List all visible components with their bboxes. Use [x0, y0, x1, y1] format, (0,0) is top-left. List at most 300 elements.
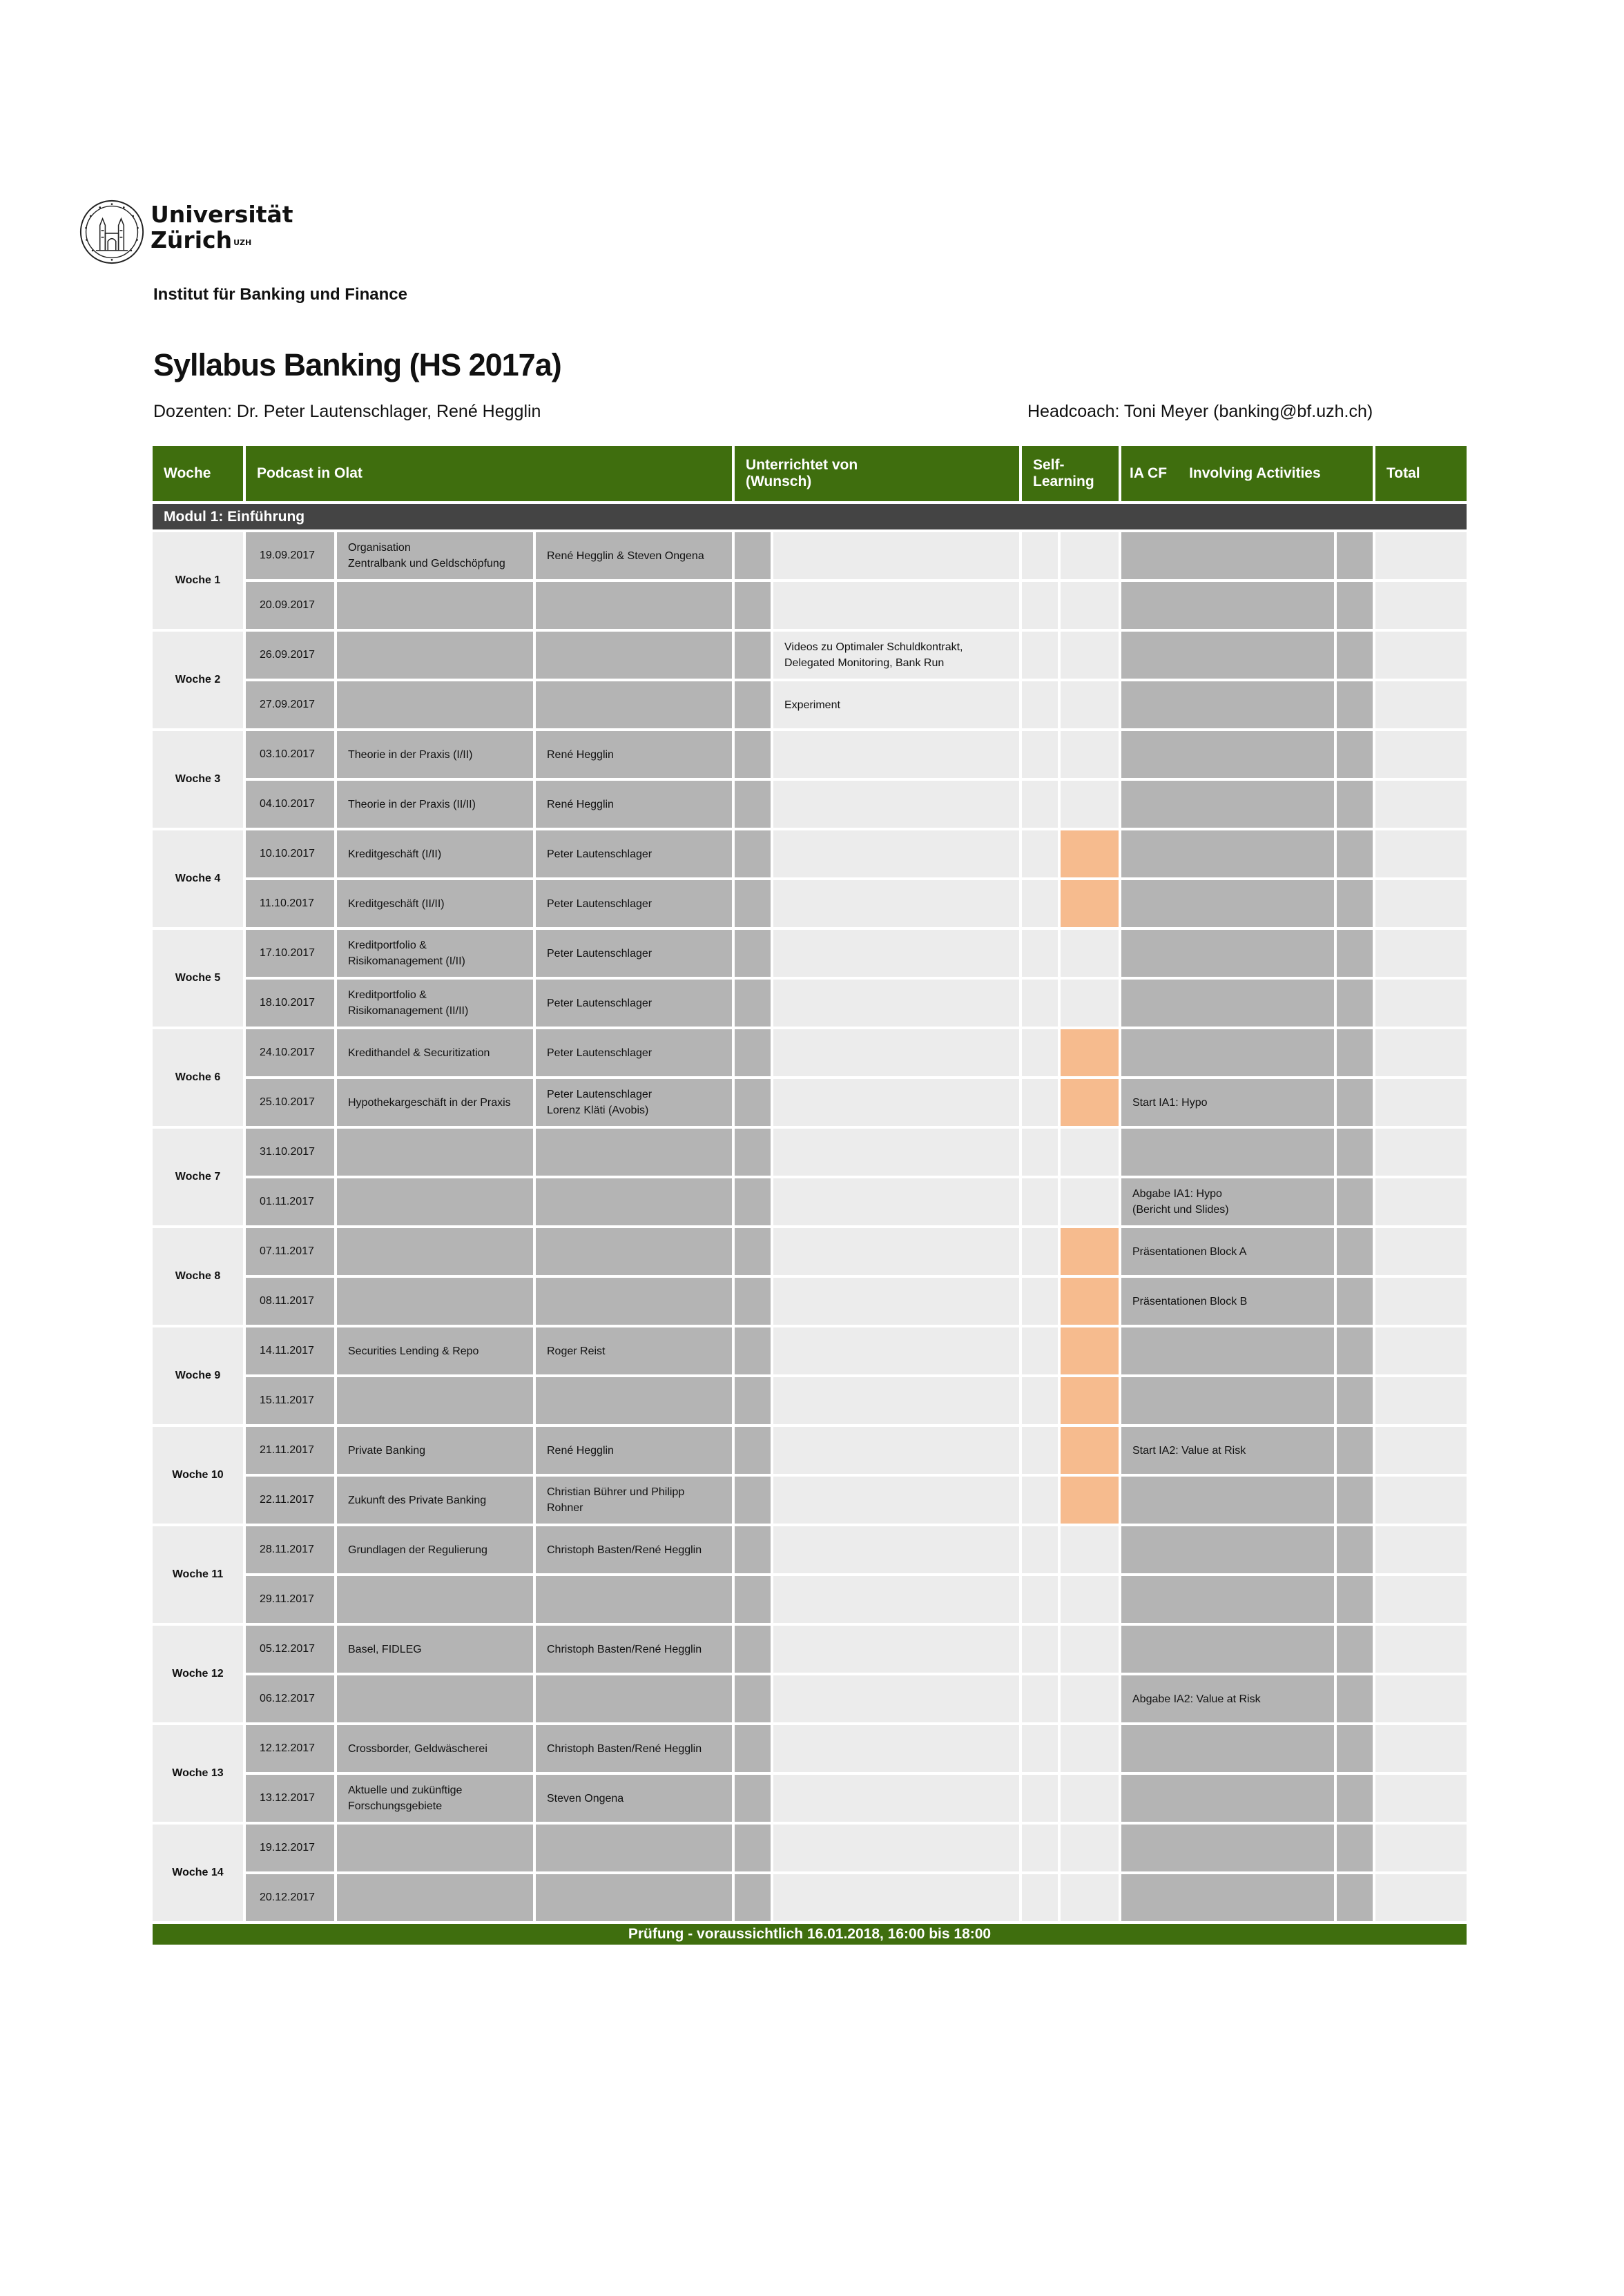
self-learning	[772, 1078, 1021, 1127]
session-row	[151, 1326, 1468, 1376]
spacer-cell	[733, 928, 772, 978]
session-date: 19.09.2017	[244, 531, 336, 581]
podcast-topic	[336, 630, 534, 680]
taught-by	[534, 581, 733, 630]
week-label: Woche 8	[151, 1227, 244, 1326]
podcast-topic: Kreditportfolio & Risikomanagement (I/II)	[336, 928, 534, 978]
self-learning	[772, 1674, 1021, 1724]
total-cell	[1374, 1575, 1468, 1624]
week-label: Woche 10	[151, 1426, 244, 1525]
spacer-cell	[1021, 730, 1059, 779]
podcast-topic	[336, 1575, 534, 1624]
podcast-topic: Kreditportfolio & Risikomanagement (II/II)	[336, 978, 534, 1028]
total-cell	[1374, 581, 1468, 630]
spacer-cell	[1021, 928, 1059, 978]
taught-by	[534, 630, 733, 680]
taught-by: Christian Bührer und Philipp Rohner	[534, 1475, 733, 1525]
involving-activity	[1120, 531, 1335, 581]
taught-by: Peter Lautenschlager	[534, 879, 733, 928]
spacer-cell	[733, 1028, 772, 1078]
spacer-cell	[1021, 1525, 1059, 1575]
ia-cf-highlight	[1059, 1078, 1120, 1127]
total-cell	[1374, 879, 1468, 928]
podcast-topic: Zukunft des Private Banking	[336, 1475, 534, 1525]
spacer-cell	[733, 779, 772, 829]
spacer-cell	[1335, 779, 1374, 829]
session-row	[151, 1177, 1468, 1227]
spacer-cell	[1021, 1724, 1059, 1773]
self-learning	[772, 1624, 1021, 1674]
session-date: 25.10.2017	[244, 1078, 336, 1127]
spacer-cell	[733, 1724, 772, 1773]
spacer-cell	[1335, 1177, 1374, 1227]
podcast-topic: Kreditgeschäft (II/II)	[336, 879, 534, 928]
column-header-self-learning: Self-Learning	[1021, 445, 1120, 503]
involving-activity	[1120, 1376, 1335, 1426]
session-row	[151, 1426, 1468, 1475]
taught-by: Peter Lautenschlager	[534, 1028, 733, 1078]
taught-by	[534, 1674, 733, 1724]
spacer-cell	[1335, 730, 1374, 779]
involving-activity: Präsentationen Block A	[1120, 1227, 1335, 1276]
spacer-cell	[1021, 1227, 1059, 1276]
ia-cf-cell	[1059, 1773, 1120, 1823]
podcast-topic	[336, 581, 534, 630]
spacer-cell	[1021, 680, 1059, 730]
taught-by: René Hegglin	[534, 730, 733, 779]
session-date: 12.12.2017	[244, 1724, 336, 1773]
university-name-line1: Universität	[151, 201, 293, 228]
session-row	[151, 779, 1468, 829]
session-row	[151, 1376, 1468, 1426]
spacer-cell	[733, 730, 772, 779]
week-label: Woche 9	[151, 1326, 244, 1426]
self-learning	[772, 730, 1021, 779]
spacer-cell	[1021, 1078, 1059, 1127]
column-header-podcast: Podcast in Olat	[244, 445, 733, 503]
involving-activity	[1120, 1873, 1335, 1923]
ia-cf-highlight	[1059, 1376, 1120, 1426]
spacer-cell	[1021, 1376, 1059, 1426]
self-learning	[772, 1525, 1021, 1575]
session-row	[151, 1773, 1468, 1823]
session-row	[151, 1475, 1468, 1525]
podcast-topic	[336, 1674, 534, 1724]
total-cell	[1374, 1376, 1468, 1426]
involving-activity	[1120, 630, 1335, 680]
column-header-taught-by: Unterrichtet von (Wunsch)	[733, 445, 1021, 503]
spacer-cell	[733, 1078, 772, 1127]
taught-by	[534, 1376, 733, 1426]
involving-activity	[1120, 1127, 1335, 1177]
spacer-cell	[1335, 1127, 1374, 1177]
session-date: 15.11.2017	[244, 1376, 336, 1426]
total-cell	[1374, 1724, 1468, 1773]
podcast-topic	[336, 1177, 534, 1227]
ia-cf-cell	[1059, 1624, 1120, 1674]
taught-by	[534, 1227, 733, 1276]
exam-row	[151, 1923, 1468, 1946]
ia-cf-highlight	[1059, 1276, 1120, 1326]
ia-cf-cell	[1059, 928, 1120, 978]
spacer-cell	[733, 1276, 772, 1326]
column-header-woche: Woche	[151, 445, 244, 503]
ia-cf-cell	[1059, 1873, 1120, 1923]
session-row	[151, 1724, 1468, 1773]
podcast-topic: Kreditgeschäft (I/II)	[336, 829, 534, 879]
session-date: 13.12.2017	[244, 1773, 336, 1823]
spacer-cell	[1021, 630, 1059, 680]
session-date: 31.10.2017	[244, 1127, 336, 1177]
taught-by	[534, 1177, 733, 1227]
spacer-cell	[1021, 1823, 1059, 1873]
involving-activity	[1120, 1475, 1335, 1525]
spacer-cell	[1335, 1575, 1374, 1624]
spacer-cell	[1335, 1873, 1374, 1923]
podcast-topic: Aktuelle und zukünftige Forschungsgebiete	[336, 1773, 534, 1823]
involving-activity	[1120, 1773, 1335, 1823]
session-row	[151, 1276, 1468, 1326]
session-date: 22.11.2017	[244, 1475, 336, 1525]
spacer-cell	[1335, 1624, 1374, 1674]
self-learning	[772, 1773, 1021, 1823]
podcast-topic	[336, 1276, 534, 1326]
podcast-topic	[336, 1376, 534, 1426]
spacer-cell	[1335, 928, 1374, 978]
university-name	[151, 202, 293, 253]
spacer-cell	[1335, 581, 1374, 630]
session-row	[151, 581, 1468, 630]
spacer-cell	[733, 1475, 772, 1525]
spacer-cell	[1335, 1028, 1374, 1078]
spacer-cell	[1021, 1028, 1059, 1078]
podcast-topic: Organisation Zentralbank und Geldschöpfung	[336, 531, 534, 581]
spacer-cell	[733, 1624, 772, 1674]
spacer-cell	[1335, 1227, 1374, 1276]
session-date: 07.11.2017	[244, 1227, 336, 1276]
podcast-topic	[336, 1127, 534, 1177]
session-date: 06.12.2017	[244, 1674, 336, 1724]
ia-cf-cell	[1059, 630, 1120, 680]
session-row	[151, 1575, 1468, 1624]
spacer-cell	[1021, 1276, 1059, 1326]
ia-cf-highlight	[1059, 1326, 1120, 1376]
column-header-ia-cf	[1120, 445, 1374, 503]
ia-cf-cell	[1059, 531, 1120, 581]
session-date: 01.11.2017	[244, 1177, 336, 1227]
spacer-cell	[733, 1376, 772, 1426]
spacer-cell	[1335, 1326, 1374, 1376]
spacer-cell	[1335, 1078, 1374, 1127]
spacer-cell	[1021, 1674, 1059, 1724]
spacer-cell	[1335, 879, 1374, 928]
spacer-cell	[733, 581, 772, 630]
ia-cf-highlight	[1059, 1475, 1120, 1525]
ia-cf-highlight	[1059, 1426, 1120, 1475]
headcoach-line: Headcoach: Toni Meyer (banking@bf.uzh.ch)	[1027, 402, 1373, 421]
spacer-cell	[733, 829, 772, 879]
self-learning	[772, 978, 1021, 1028]
session-date: 08.11.2017	[244, 1276, 336, 1326]
involving-activity: Start IA1: Hypo	[1120, 1078, 1335, 1127]
total-cell	[1374, 1326, 1468, 1376]
university-seal-logo	[79, 199, 145, 265]
involving-activity	[1120, 1724, 1335, 1773]
spacer-cell	[733, 1773, 772, 1823]
spacer-cell	[733, 978, 772, 1028]
ia-cf-highlight	[1059, 1227, 1120, 1276]
taught-by: René Hegglin & Steven Ongena	[534, 531, 733, 581]
spacer-cell	[1021, 779, 1059, 829]
spacer-cell	[1021, 829, 1059, 879]
taught-by: Roger Reist	[534, 1326, 733, 1376]
total-cell	[1374, 829, 1468, 879]
taught-by	[534, 680, 733, 730]
self-learning	[772, 1376, 1021, 1426]
ia-cf-cell	[1059, 1525, 1120, 1575]
session-date: 29.11.2017	[244, 1575, 336, 1624]
spacer-cell	[733, 1326, 772, 1376]
session-date: 14.11.2017	[244, 1326, 336, 1376]
ia-cf-cell	[1059, 1127, 1120, 1177]
involving-activity: Abgabe IA2: Value at Risk	[1120, 1674, 1335, 1724]
total-cell	[1374, 1624, 1468, 1674]
spacer-cell	[1335, 1674, 1374, 1724]
podcast-topic	[336, 1873, 534, 1923]
university-suffix: UZH	[233, 238, 252, 247]
taught-by	[534, 1873, 733, 1923]
involving-activities-label: Involving Activities	[1189, 465, 1321, 481]
session-date: 21.11.2017	[244, 1426, 336, 1475]
total-cell	[1374, 680, 1468, 730]
spacer-cell	[1021, 1873, 1059, 1923]
spacer-cell	[733, 1823, 772, 1873]
university-name-line2	[151, 227, 293, 253]
total-cell	[1374, 1227, 1468, 1276]
self-learning	[772, 1028, 1021, 1078]
spacer-cell	[1021, 1624, 1059, 1674]
column-header-total: Total	[1374, 445, 1468, 503]
week-label: Woche 2	[151, 630, 244, 730]
involving-activity: Präsentationen Block B	[1120, 1276, 1335, 1326]
spacer-cell	[1335, 1525, 1374, 1575]
involving-activity	[1120, 928, 1335, 978]
spacer-cell	[733, 879, 772, 928]
ia-cf-cell	[1059, 730, 1120, 779]
taught-by: Steven Ongena	[534, 1773, 733, 1823]
total-cell	[1374, 1078, 1468, 1127]
taught-by: Peter Lautenschlager	[534, 928, 733, 978]
spacer-cell	[1335, 1724, 1374, 1773]
page-title: Syllabus Banking (HS 2017a)	[153, 347, 561, 382]
syllabus-table	[150, 443, 1469, 1947]
spacer-cell	[733, 680, 772, 730]
self-learning: Experiment	[772, 680, 1021, 730]
spacer-cell	[733, 1426, 772, 1475]
total-cell	[1374, 1426, 1468, 1475]
week-label: Woche 3	[151, 730, 244, 829]
total-cell	[1374, 1773, 1468, 1823]
session-date: 26.09.2017	[244, 630, 336, 680]
week-label: Woche 13	[151, 1724, 244, 1823]
spacer-cell	[1335, 829, 1374, 879]
session-date: 18.10.2017	[244, 978, 336, 1028]
ia-cf-highlight	[1059, 829, 1120, 879]
spacer-cell	[733, 1227, 772, 1276]
self-learning	[772, 1426, 1021, 1475]
total-cell	[1374, 1525, 1468, 1575]
spacer-cell	[1021, 879, 1059, 928]
session-row	[151, 630, 1468, 680]
spacer-cell	[733, 1177, 772, 1227]
week-label: Woche 5	[151, 928, 244, 1028]
total-cell	[1374, 1028, 1468, 1078]
spacer-cell	[1335, 1773, 1374, 1823]
total-cell	[1374, 1475, 1468, 1525]
session-row	[151, 978, 1468, 1028]
involving-activity: Start IA2: Value at Risk	[1120, 1426, 1335, 1475]
self-learning: Videos zu Optimaler Schuldkontrakt, Delegated Monitoring, Bank Run	[772, 630, 1021, 680]
ia-cf-cell	[1059, 1823, 1120, 1873]
session-row	[151, 1624, 1468, 1674]
week-label: Woche 14	[151, 1823, 244, 1923]
session-row	[151, 1127, 1468, 1177]
ia-cf-highlight	[1059, 879, 1120, 928]
ia-cf-cell	[1059, 1674, 1120, 1724]
spacer-cell	[1021, 1127, 1059, 1177]
spacer-cell	[1335, 531, 1374, 581]
self-learning	[772, 779, 1021, 829]
week-label: Woche 12	[151, 1624, 244, 1724]
podcast-topic: Basel, FIDLEG	[336, 1624, 534, 1674]
institute-name: Institut für Banking und Finance	[153, 285, 407, 304]
session-date: 28.11.2017	[244, 1525, 336, 1575]
spacer-cell	[1021, 581, 1059, 630]
involving-activity	[1120, 1326, 1335, 1376]
total-cell	[1374, 779, 1468, 829]
ia-cf-cell	[1059, 978, 1120, 1028]
podcast-topic: Securities Lending & Repo	[336, 1326, 534, 1376]
podcast-topic: Hypothekargeschäft in der Praxis	[336, 1078, 534, 1127]
involving-activity	[1120, 1624, 1335, 1674]
spacer-cell	[733, 1873, 772, 1923]
involving-activity	[1120, 879, 1335, 928]
session-row	[151, 928, 1468, 978]
self-learning	[772, 531, 1021, 581]
spacer-cell	[1021, 978, 1059, 1028]
spacer-cell	[733, 1525, 772, 1575]
podcast-topic: Grundlagen der Regulierung	[336, 1525, 534, 1575]
self-learning	[772, 581, 1021, 630]
taught-by: Christoph Basten/René Hegglin	[534, 1624, 733, 1674]
podcast-topic: Theorie in der Praxis (II/II)	[336, 779, 534, 829]
lecturers-line: Dozenten: Dr. Peter Lautenschlager, René Hegglin	[153, 402, 541, 421]
taught-by	[534, 1575, 733, 1624]
total-cell	[1374, 1127, 1468, 1177]
self-learning	[772, 1276, 1021, 1326]
involving-activity	[1120, 730, 1335, 779]
session-date: 10.10.2017	[244, 829, 336, 879]
podcast-topic: Crossborder, Geldwäscherei	[336, 1724, 534, 1773]
ia-cf-cell	[1059, 1177, 1120, 1227]
session-date: 11.10.2017	[244, 879, 336, 928]
involving-activity: Abgabe IA1: Hypo (Bericht und Slides)	[1120, 1177, 1335, 1227]
session-date: 04.10.2017	[244, 779, 336, 829]
spacer-cell	[1021, 1575, 1059, 1624]
self-learning	[772, 1326, 1021, 1376]
session-date: 17.10.2017	[244, 928, 336, 978]
session-row	[151, 1674, 1468, 1724]
session-row	[151, 1078, 1468, 1127]
spacer-cell	[1335, 1475, 1374, 1525]
session-row	[151, 1873, 1468, 1923]
session-row	[151, 829, 1468, 879]
exam-banner: Prüfung - voraussichtlich 16.01.2018, 16:00 bis 18:00	[151, 1923, 1468, 1946]
spacer-cell	[1335, 978, 1374, 1028]
spacer-cell	[1335, 630, 1374, 680]
spacer-cell	[1021, 1426, 1059, 1475]
ia-cf-cell	[1059, 1575, 1120, 1624]
module-title: Modul 1: Einführung	[151, 503, 1468, 531]
spacer-cell	[1335, 680, 1374, 730]
ia-cf-highlight	[1059, 1028, 1120, 1078]
session-row	[151, 531, 1468, 581]
session-date: 20.09.2017	[244, 581, 336, 630]
self-learning	[772, 1177, 1021, 1227]
ia-cf-cell	[1059, 581, 1120, 630]
podcast-topic	[336, 1227, 534, 1276]
spacer-cell	[1021, 1475, 1059, 1525]
session-date: 27.09.2017	[244, 680, 336, 730]
podcast-topic: Theorie in der Praxis (I/II)	[336, 730, 534, 779]
session-date: 03.10.2017	[244, 730, 336, 779]
self-learning	[772, 1575, 1021, 1624]
involving-activity	[1120, 680, 1335, 730]
podcast-topic: Kredithandel & Securitization	[336, 1028, 534, 1078]
total-cell	[1374, 531, 1468, 581]
total-cell	[1374, 978, 1468, 1028]
session-row	[151, 730, 1468, 779]
total-cell	[1374, 630, 1468, 680]
taught-by: René Hegglin	[534, 779, 733, 829]
total-cell	[1374, 1276, 1468, 1326]
spacer-cell	[1335, 1823, 1374, 1873]
self-learning	[772, 1873, 1021, 1923]
week-label: Woche 1	[151, 531, 244, 630]
ia-cf-label: IA CF	[1130, 465, 1168, 481]
session-row	[151, 1028, 1468, 1078]
involving-activity	[1120, 779, 1335, 829]
self-learning	[772, 1227, 1021, 1276]
spacer-cell	[733, 1674, 772, 1724]
session-row	[151, 680, 1468, 730]
spacer-cell	[1021, 1326, 1059, 1376]
self-learning	[772, 879, 1021, 928]
total-cell	[1374, 1177, 1468, 1227]
spacer-cell	[733, 531, 772, 581]
session-row	[151, 1525, 1468, 1575]
self-learning	[772, 1724, 1021, 1773]
total-cell	[1374, 1674, 1468, 1724]
self-learning	[772, 928, 1021, 978]
taught-by: René Hegglin	[534, 1426, 733, 1475]
spacer-cell	[733, 630, 772, 680]
session-row	[151, 879, 1468, 928]
session-date: 24.10.2017	[244, 1028, 336, 1078]
university-city: Zürich	[151, 226, 233, 253]
spacer-cell	[1335, 1276, 1374, 1326]
taught-by: Peter Lautenschlager	[534, 978, 733, 1028]
